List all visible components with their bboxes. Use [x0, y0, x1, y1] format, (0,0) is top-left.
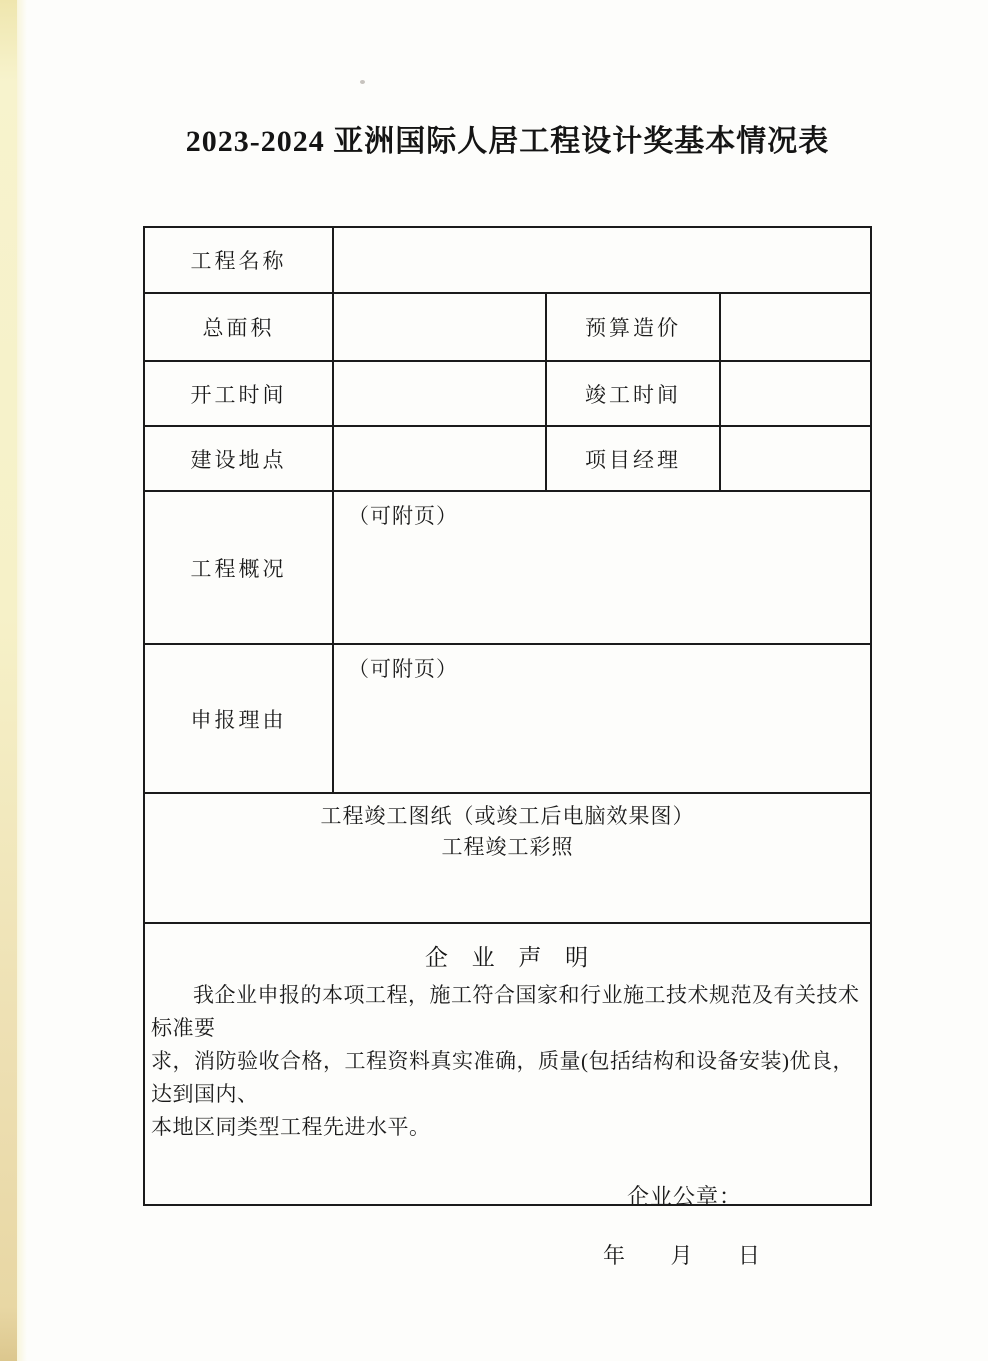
completion-date-label: 竣工时间: [547, 362, 721, 425]
basic-info-table: [143, 226, 872, 1268]
attachments-line1: 工程竣工图纸（或竣工后电脑效果图）: [320, 804, 695, 828]
table-row-location-manager: [145, 427, 870, 492]
declaration-line: 求，消防验收合格，工程资料真实准确，质量(包括结构和设备安装)优良，达到国内、: [151, 1049, 854, 1106]
manager-label: 项目经理: [547, 427, 721, 490]
page-title: 2023-2024 亚洲国际人居工程设计奖基本情况表: [185, 125, 830, 158]
attachments-line2: 工程竣工彩照: [441, 835, 574, 859]
table-row-area-budget: [145, 294, 870, 362]
table-row-attachments: [145, 794, 870, 924]
date-line: 年 月 日: [603, 1243, 763, 1268]
table-row-declaration: [145, 924, 870, 1268]
reason-value-cell: [334, 645, 870, 792]
budget-label: 预算造价: [547, 294, 721, 360]
declaration-cell: [145, 924, 870, 1268]
reason-attach-note: （可附页）: [348, 657, 458, 681]
overview-value-cell: [334, 492, 870, 643]
scan-speck: [360, 80, 365, 84]
page-edge-band-fade: [17, 0, 27, 1361]
overview-label: 工程概况: [145, 492, 334, 643]
page-edge-band: [0, 0, 17, 1361]
location-value-cell: [334, 427, 547, 490]
reason-label: 申报理由: [145, 645, 334, 792]
table-row-reason: [145, 645, 870, 794]
declaration-paragraph: [151, 979, 865, 1144]
manager-value-cell: [721, 427, 870, 490]
table-row-dates: [145, 362, 870, 427]
total-area-label: 总面积: [145, 294, 334, 360]
company-seal-label: 企业公章：: [627, 1184, 743, 1209]
table-row-overview: [145, 492, 870, 645]
declaration-heading: 企 业 声 明: [424, 945, 591, 970]
start-date-value-cell: [334, 362, 547, 425]
budget-value-cell: [721, 294, 870, 360]
completion-date-value-cell: [721, 362, 870, 425]
location-label: 建设地点: [145, 427, 334, 490]
total-area-value-cell: [334, 294, 547, 360]
start-date-label: 开工时间: [145, 362, 334, 425]
declaration-line: 我企业申报的本项工程，施工符合国家和行业施工技术规范及有关技术标准要: [151, 983, 860, 1040]
project-name-value-cell: [334, 228, 870, 292]
overview-attach-note: （可附页）: [348, 504, 458, 528]
declaration-line: 本地区同类型工程先进水平。: [151, 1115, 431, 1139]
attachments-cell: [145, 794, 870, 922]
project-name-label: 工程名称: [145, 228, 334, 292]
table-row-project-name: [145, 228, 870, 294]
